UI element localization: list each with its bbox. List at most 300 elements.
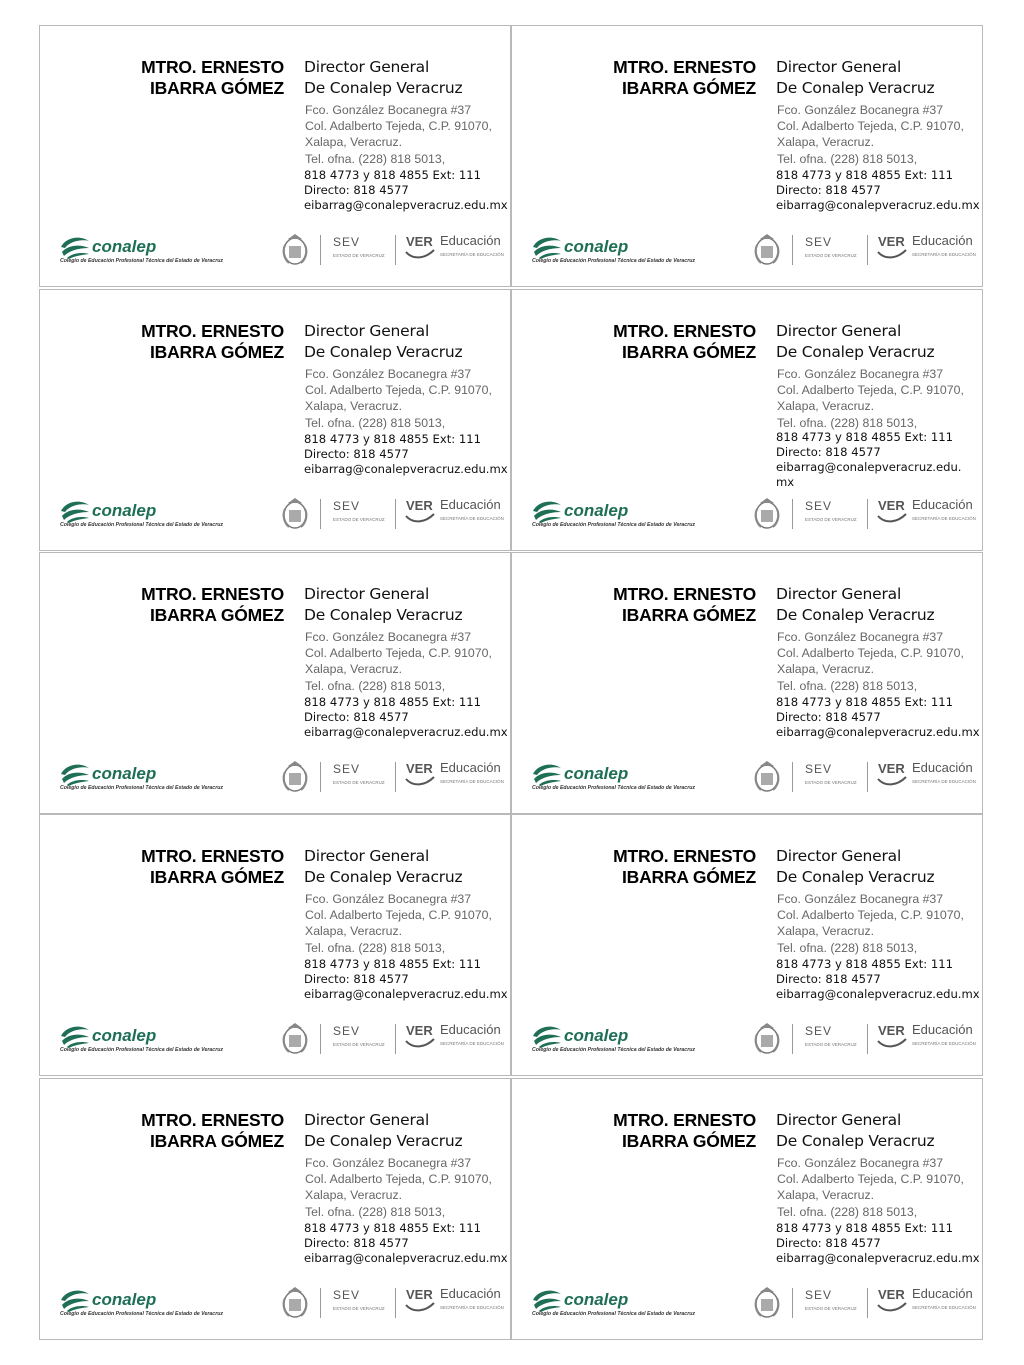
educacion-subtitle: SECRETARÍA DE EDUCACIÓN [440, 252, 504, 257]
educacion-logo: Educación [912, 497, 973, 512]
title-line-1: Director General [304, 322, 430, 340]
conalep-logo [58, 495, 258, 535]
ver-swoosh-icon [405, 1037, 435, 1049]
address-line-1: Fco. González Bocanegra #37 [305, 892, 472, 906]
educacion-logo: Educación [440, 1286, 501, 1301]
name-line-1: MTRO. ERNESTO [141, 321, 284, 341]
direct-phone: Directo: 818 4577 [304, 447, 409, 461]
title-line-2: De Conalep Veracruz [304, 343, 463, 361]
address-line-3: Xalapa, Veracruz. [777, 399, 875, 414]
direct-phone: Directo: 818 4577 [304, 183, 409, 197]
ver-logo: VER [878, 1023, 905, 1038]
logo-divider [867, 235, 868, 265]
veracruz-seal-icon [752, 760, 782, 794]
sev-logo: SEV [333, 499, 361, 513]
address-line-1: Fco. González Bocanegra #37 [777, 103, 944, 117]
card-name [106, 846, 284, 888]
email-address: eibarrag@conalepveracruz.edu.mx [304, 987, 508, 1001]
card-title [776, 1110, 981, 1152]
name-line-2: IBARRA GÓMEZ [149, 867, 284, 887]
sev-subtitle: ESTADO DE VERACRUZ [333, 1042, 385, 1047]
card-title [776, 584, 981, 626]
direct-phone: Directo: 818 4577 [776, 183, 881, 197]
card-title [776, 846, 981, 888]
logo-divider [320, 1024, 321, 1054]
name-line-1: MTRO. ERNESTO [141, 846, 284, 866]
name-line-2: IBARRA GÓMEZ [621, 342, 756, 362]
business-card [511, 289, 983, 551]
email-address: eibarrag@conalepveracruz.edu.mx [304, 1251, 508, 1265]
conalep-logo [58, 1284, 258, 1324]
sev-logo: SEV [805, 1024, 833, 1038]
ver-swoosh-icon [405, 512, 435, 524]
educacion-subtitle: SECRETARÍA DE EDUCACIÓN [912, 1305, 976, 1310]
veracruz-seal-icon [752, 497, 782, 531]
conalep-wordmark: conalep [564, 764, 629, 783]
sev-subtitle: ESTADO DE VERACRUZ [805, 1306, 857, 1311]
name-line-1: MTRO. ERNESTO [141, 584, 284, 604]
sev-logo: SEV [333, 1024, 361, 1038]
title-line-1: Director General [304, 585, 430, 603]
address-line-1: Fco. González Bocanegra #37 [305, 630, 472, 644]
logo-strip [58, 1020, 503, 1064]
sev-subtitle: ESTADO DE VERACRUZ [805, 1042, 857, 1047]
educacion-logo: Educación [912, 233, 973, 248]
conalep-wordmark: conalep [92, 764, 157, 783]
direct-phone: Directo: 818 4577 [776, 972, 881, 986]
educacion-subtitle: SECRETARÍA DE EDUCACIÓN [440, 1305, 504, 1310]
name-line-2: IBARRA GÓMEZ [149, 605, 284, 625]
address-line-4: Tel. ofna. (228) 818 5013, [777, 940, 918, 955]
ver-logo: VER [406, 234, 433, 249]
conalep-swoosh-icon [530, 1286, 564, 1312]
address-line-3: Xalapa, Veracruz. [305, 662, 403, 677]
conalep-swoosh-icon [58, 1286, 92, 1312]
logo-divider [792, 235, 793, 265]
conalep-wordmark: conalep [564, 237, 629, 256]
address-line-4: Tel. ofna. (228) 818 5013, [305, 415, 446, 430]
conalep-logo [58, 758, 258, 798]
logo-divider [320, 499, 321, 529]
name-line-1: MTRO. ERNESTO [613, 1110, 756, 1130]
address-line-4: Tel. ofna. (228) 818 5013, [305, 1204, 446, 1219]
educacion-subtitle: SECRETARÍA DE EDUCACIÓN [440, 1041, 504, 1046]
address-line-2: Col. Adalberto Tejeda, C.P. 91070, [305, 908, 492, 923]
educacion-subtitle: SECRETARÍA DE EDUCACIÓN [912, 252, 976, 257]
address-line-3: Xalapa, Veracruz. [305, 135, 403, 150]
card-contact [304, 695, 509, 740]
phone-numbers: 818 4773 y 818 4855 Ext: 111 [304, 168, 482, 182]
address-line-3: Xalapa, Veracruz. [777, 924, 875, 939]
logo-strip [58, 1284, 503, 1328]
conalep-swoosh-icon [58, 1022, 92, 1048]
email-address: eibarrag@conalepveracruz.edu.mx [776, 987, 980, 1001]
title-line-1: Director General [776, 847, 902, 865]
card-address [305, 1155, 510, 1220]
conalep-subtitle: Colegio de Educación Profesional Técnica del Estado de Veracruz [60, 785, 223, 791]
conalep-logo [530, 231, 730, 271]
card-title [776, 57, 981, 99]
educacion-logo: Educación [440, 233, 501, 248]
educacion-logo: Educación [440, 760, 501, 775]
card-title [304, 584, 509, 626]
address-line-1: Fco. González Bocanegra #37 [305, 103, 472, 117]
sev-subtitle: ESTADO DE VERACRUZ [805, 780, 857, 785]
phone-numbers: 818 4773 y 818 4855 Ext: 111 [776, 430, 954, 444]
educacion-subtitle: SECRETARÍA DE EDUCACIÓN [440, 779, 504, 784]
card-title [304, 1110, 509, 1152]
title-line-2: De Conalep Veracruz [304, 1132, 463, 1150]
email-address: eibarrag@conalepveracruz.edu.mx [776, 1251, 980, 1265]
conalep-subtitle: Colegio de Educación Profesional Técnica del Estado de Veracruz [60, 258, 223, 264]
conalep-swoosh-icon [530, 1022, 564, 1048]
card-contact [776, 957, 981, 1002]
address-line-4: Tel. ofna. (228) 818 5013, [777, 415, 918, 430]
title-line-1: Director General [776, 58, 902, 76]
card-contact [304, 168, 509, 213]
logo-strip [530, 758, 975, 802]
card-title [304, 846, 509, 888]
sev-logo: SEV [333, 1288, 361, 1302]
address-line-2: Col. Adalberto Tejeda, C.P. 91070, [305, 119, 492, 134]
name-line-2: IBARRA GÓMEZ [621, 605, 756, 625]
card-address [305, 891, 510, 956]
conalep-wordmark: conalep [92, 1290, 157, 1309]
logo-divider [395, 1288, 396, 1318]
address-line-4: Tel. ofna. (228) 818 5013, [777, 678, 918, 693]
address-line-4: Tel. ofna. (228) 818 5013, [777, 1204, 918, 1219]
name-line-2: IBARRA GÓMEZ [149, 1131, 284, 1151]
ver-swoosh-icon [405, 775, 435, 787]
name-line-1: MTRO. ERNESTO [613, 57, 756, 77]
logo-strip [530, 231, 975, 275]
title-line-2: De Conalep Veracruz [776, 343, 935, 361]
ver-swoosh-icon [877, 1037, 907, 1049]
phone-numbers: 818 4773 y 818 4855 Ext: 111 [304, 957, 482, 971]
card-address [305, 366, 510, 431]
conalep-subtitle: Colegio de Educación Profesional Técnica del Estado de Veracruz [532, 1047, 695, 1053]
phone-numbers: 818 4773 y 818 4855 Ext: 111 [304, 432, 482, 446]
ver-swoosh-icon [405, 248, 435, 260]
business-card [511, 25, 983, 287]
sev-logo: SEV [805, 499, 833, 513]
sev-logo: SEV [805, 1288, 833, 1302]
address-line-1: Fco. González Bocanegra #37 [305, 367, 472, 381]
card-address [777, 1155, 982, 1220]
business-card [511, 814, 983, 1076]
title-line-2: De Conalep Veracruz [304, 868, 463, 886]
sev-subtitle: ESTADO DE VERACRUZ [333, 1306, 385, 1311]
card-contact [776, 430, 962, 490]
conalep-logo [530, 1284, 730, 1324]
title-line-1: Director General [776, 585, 902, 603]
email-address: eibarrag@conalepveracruz.edu.mx [304, 462, 508, 476]
conalep-subtitle: Colegio de Educación Profesional Técnica del Estado de Veracruz [60, 1047, 223, 1053]
educacion-logo: Educación [912, 760, 973, 775]
card-address [305, 102, 510, 167]
business-card [39, 289, 511, 551]
educacion-logo: Educación [440, 1022, 501, 1037]
direct-phone: Directo: 818 4577 [304, 1236, 409, 1250]
card-address [305, 629, 510, 694]
address-line-3: Xalapa, Veracruz. [305, 1188, 403, 1203]
card-name [578, 846, 756, 888]
card-contact [304, 957, 509, 1002]
logo-strip [58, 495, 503, 539]
business-card [39, 25, 511, 287]
conalep-wordmark: conalep [564, 1290, 629, 1309]
phone-numbers: 818 4773 y 818 4855 Ext: 111 [776, 695, 954, 709]
address-line-2: Col. Adalberto Tejeda, C.P. 91070, [777, 119, 964, 134]
ver-logo: VER [878, 234, 905, 249]
card-contact [776, 1221, 981, 1266]
address-line-3: Xalapa, Veracruz. [777, 662, 875, 677]
address-line-2: Col. Adalberto Tejeda, C.P. 91070, [777, 1172, 964, 1187]
sev-subtitle: ESTADO DE VERACRUZ [805, 517, 857, 522]
card-name [578, 321, 756, 363]
phone-numbers: 818 4773 y 818 4855 Ext: 111 [776, 957, 954, 971]
conalep-subtitle: Colegio de Educación Profesional Técnica del Estado de Veracruz [60, 522, 223, 528]
email-address: eibarrag@conalepveracruz.edu.mx [776, 725, 980, 739]
business-card [39, 1078, 511, 1340]
address-line-3: Xalapa, Veracruz. [777, 1188, 875, 1203]
address-line-2: Col. Adalberto Tejeda, C.P. 91070, [777, 908, 964, 923]
ver-swoosh-icon [877, 775, 907, 787]
title-line-2: De Conalep Veracruz [776, 606, 935, 624]
address-line-1: Fco. González Bocanegra #37 [777, 892, 944, 906]
veracruz-seal-icon [280, 760, 310, 794]
logo-divider [792, 1024, 793, 1054]
card-name [106, 57, 284, 99]
title-line-1: Director General [776, 322, 902, 340]
logo-divider [792, 762, 793, 792]
logo-divider [867, 1024, 868, 1054]
card-name [578, 1110, 756, 1152]
sev-logo: SEV [333, 762, 361, 776]
name-line-2: IBARRA GÓMEZ [149, 78, 284, 98]
ver-logo: VER [406, 761, 433, 776]
title-line-1: Director General [776, 1111, 902, 1129]
conalep-swoosh-icon [530, 497, 564, 523]
logo-strip [530, 1020, 975, 1064]
address-line-1: Fco. González Bocanegra #37 [777, 630, 944, 644]
logo-divider [320, 235, 321, 265]
conalep-logo [530, 758, 730, 798]
card-name [578, 57, 756, 99]
card-address [777, 891, 982, 956]
sev-logo: SEV [805, 235, 833, 249]
conalep-logo [58, 231, 258, 271]
conalep-subtitle: Colegio de Educación Profesional Técnica del Estado de Veracruz [532, 785, 695, 791]
ver-swoosh-icon [877, 1301, 907, 1313]
title-line-2: De Conalep Veracruz [776, 868, 935, 886]
educacion-subtitle: SECRETARÍA DE EDUCACIÓN [912, 516, 976, 521]
logo-divider [792, 1288, 793, 1318]
conalep-swoosh-icon [58, 760, 92, 786]
phone-numbers: 818 4773 y 818 4855 Ext: 111 [304, 1221, 482, 1235]
card-title [776, 321, 981, 363]
sev-subtitle: ESTADO DE VERACRUZ [333, 253, 385, 258]
title-line-1: Director General [304, 1111, 430, 1129]
direct-phone: Directo: 818 4577 [304, 972, 409, 986]
veracruz-seal-icon [280, 233, 310, 267]
phone-numbers: 818 4773 y 818 4855 Ext: 111 [776, 1221, 954, 1235]
card-name [106, 1110, 284, 1152]
card-contact [776, 168, 981, 213]
conalep-wordmark: conalep [92, 501, 157, 520]
conalep-wordmark: conalep [92, 237, 157, 256]
address-line-1: Fco. González Bocanegra #37 [777, 367, 944, 381]
card-address [777, 366, 982, 431]
logo-divider [395, 762, 396, 792]
card-name [578, 584, 756, 626]
ver-logo: VER [406, 1023, 433, 1038]
direct-phone: Directo: 818 4577 [776, 445, 881, 459]
conalep-wordmark: conalep [564, 501, 629, 520]
logo-divider [867, 499, 868, 529]
address-line-2: Col. Adalberto Tejeda, C.P. 91070, [305, 383, 492, 398]
logo-strip [530, 495, 975, 539]
conalep-subtitle: Colegio de Educación Profesional Técnica del Estado de Veracruz [532, 522, 695, 528]
email-address: eibarrag@conalepveracruz.edu.mx [304, 198, 508, 212]
sev-subtitle: ESTADO DE VERACRUZ [805, 253, 857, 258]
ver-swoosh-icon [877, 512, 907, 524]
conalep-wordmark: conalep [92, 1026, 157, 1045]
name-line-2: IBARRA GÓMEZ [621, 867, 756, 887]
email-address: eibarrag@conalepveracruz.edu.mx [776, 198, 980, 212]
address-line-4: Tel. ofna. (228) 818 5013, [305, 678, 446, 693]
conalep-swoosh-icon [58, 233, 92, 259]
card-contact [304, 432, 509, 477]
address-line-4: Tel. ofna. (228) 818 5013, [305, 151, 446, 166]
educacion-logo: Educación [912, 1022, 973, 1037]
business-card [39, 814, 511, 1076]
address-line-4: Tel. ofna. (228) 818 5013, [777, 151, 918, 166]
logo-divider [395, 499, 396, 529]
ver-logo: VER [878, 498, 905, 513]
conalep-swoosh-icon [58, 497, 92, 523]
name-line-2: IBARRA GÓMEZ [149, 342, 284, 362]
veracruz-seal-icon [280, 1286, 310, 1320]
phone-numbers: 818 4773 y 818 4855 Ext: 111 [304, 695, 482, 709]
email-address: eibarrag@conalepveracruz.edu.mx [304, 725, 508, 739]
logo-strip [530, 1284, 975, 1328]
sev-subtitle: ESTADO DE VERACRUZ [333, 780, 385, 785]
conalep-logo [530, 495, 730, 535]
conalep-subtitle: Colegio de Educación Profesional Técnica del Estado de Veracruz [532, 258, 695, 264]
name-line-1: MTRO. ERNESTO [613, 584, 756, 604]
address-line-2: Col. Adalberto Tejeda, C.P. 91070, [305, 1172, 492, 1187]
logo-strip [58, 231, 503, 275]
logo-divider [320, 762, 321, 792]
veracruz-seal-icon [280, 497, 310, 531]
name-line-1: MTRO. ERNESTO [613, 846, 756, 866]
direct-phone: Directo: 818 4577 [304, 710, 409, 724]
sev-logo: SEV [805, 762, 833, 776]
name-line-2: IBARRA GÓMEZ [621, 1131, 756, 1151]
title-line-2: De Conalep Veracruz [776, 1132, 935, 1150]
educacion-subtitle: SECRETARÍA DE EDUCACIÓN [440, 516, 504, 521]
conalep-subtitle: Colegio de Educación Profesional Técnica del Estado de Veracruz [532, 1311, 695, 1317]
card-address [777, 629, 982, 694]
title-line-2: De Conalep Veracruz [304, 606, 463, 624]
card-title [304, 321, 509, 363]
veracruz-seal-icon [752, 1022, 782, 1056]
address-line-2: Col. Adalberto Tejeda, C.P. 91070, [305, 646, 492, 661]
card-contact [776, 695, 981, 740]
logo-divider [395, 235, 396, 265]
title-line-1: Director General [304, 847, 430, 865]
title-line-1: Director General [304, 58, 430, 76]
logo-divider [867, 1288, 868, 1318]
address-line-3: Xalapa, Veracruz. [305, 924, 403, 939]
address-line-4: Tel. ofna. (228) 818 5013, [305, 940, 446, 955]
conalep-swoosh-icon [530, 233, 564, 259]
veracruz-seal-icon [752, 1286, 782, 1320]
conalep-subtitle: Colegio de Educación Profesional Técnica del Estado de Veracruz [60, 1311, 223, 1317]
veracruz-seal-icon [752, 233, 782, 267]
ver-logo: VER [406, 498, 433, 513]
title-line-2: De Conalep Veracruz [304, 79, 463, 97]
address-line-1: Fco. González Bocanegra #37 [305, 1156, 472, 1170]
ver-swoosh-icon [877, 248, 907, 260]
logo-divider [320, 1288, 321, 1318]
card-name [106, 584, 284, 626]
name-line-1: MTRO. ERNESTO [141, 57, 284, 77]
address-line-3: Xalapa, Veracruz. [777, 135, 875, 150]
logo-strip [58, 758, 503, 802]
direct-phone: Directo: 818 4577 [776, 1236, 881, 1250]
ver-logo: VER [878, 1287, 905, 1302]
ver-logo: VER [878, 761, 905, 776]
business-card-sheet [39, 25, 985, 1340]
address-line-2: Col. Adalberto Tejeda, C.P. 91070, [777, 383, 964, 398]
ver-logo: VER [406, 1287, 433, 1302]
card-address [777, 102, 982, 167]
name-line-1: MTRO. ERNESTO [141, 1110, 284, 1130]
logo-divider [792, 499, 793, 529]
card-contact [304, 1221, 509, 1266]
conalep-logo [530, 1020, 730, 1060]
name-line-1: MTRO. ERNESTO [613, 321, 756, 341]
educacion-logo: Educación [440, 497, 501, 512]
phone-numbers: 818 4773 y 818 4855 Ext: 111 [776, 168, 954, 182]
conalep-logo [58, 1020, 258, 1060]
business-card [39, 552, 511, 814]
educacion-subtitle: SECRETARÍA DE EDUCACIÓN [912, 779, 976, 784]
conalep-swoosh-icon [530, 760, 564, 786]
card-title [304, 57, 509, 99]
sev-subtitle: ESTADO DE VERACRUZ [333, 517, 385, 522]
email-address: eibarrag@conalepveracruz.edu.mx [776, 460, 962, 489]
ver-swoosh-icon [405, 1301, 435, 1313]
veracruz-seal-icon [280, 1022, 310, 1056]
address-line-1: Fco. González Bocanegra #37 [777, 1156, 944, 1170]
direct-phone: Directo: 818 4577 [776, 710, 881, 724]
address-line-3: Xalapa, Veracruz. [305, 399, 403, 414]
sev-logo: SEV [333, 235, 361, 249]
business-card [511, 1078, 983, 1340]
card-name [106, 321, 284, 363]
name-line-2: IBARRA GÓMEZ [621, 78, 756, 98]
logo-divider [395, 1024, 396, 1054]
educacion-subtitle: SECRETARÍA DE EDUCACIÓN [912, 1041, 976, 1046]
educacion-logo: Educación [912, 1286, 973, 1301]
address-line-2: Col. Adalberto Tejeda, C.P. 91070, [777, 646, 964, 661]
conalep-wordmark: conalep [564, 1026, 629, 1045]
title-line-2: De Conalep Veracruz [776, 79, 935, 97]
business-card [511, 552, 983, 814]
